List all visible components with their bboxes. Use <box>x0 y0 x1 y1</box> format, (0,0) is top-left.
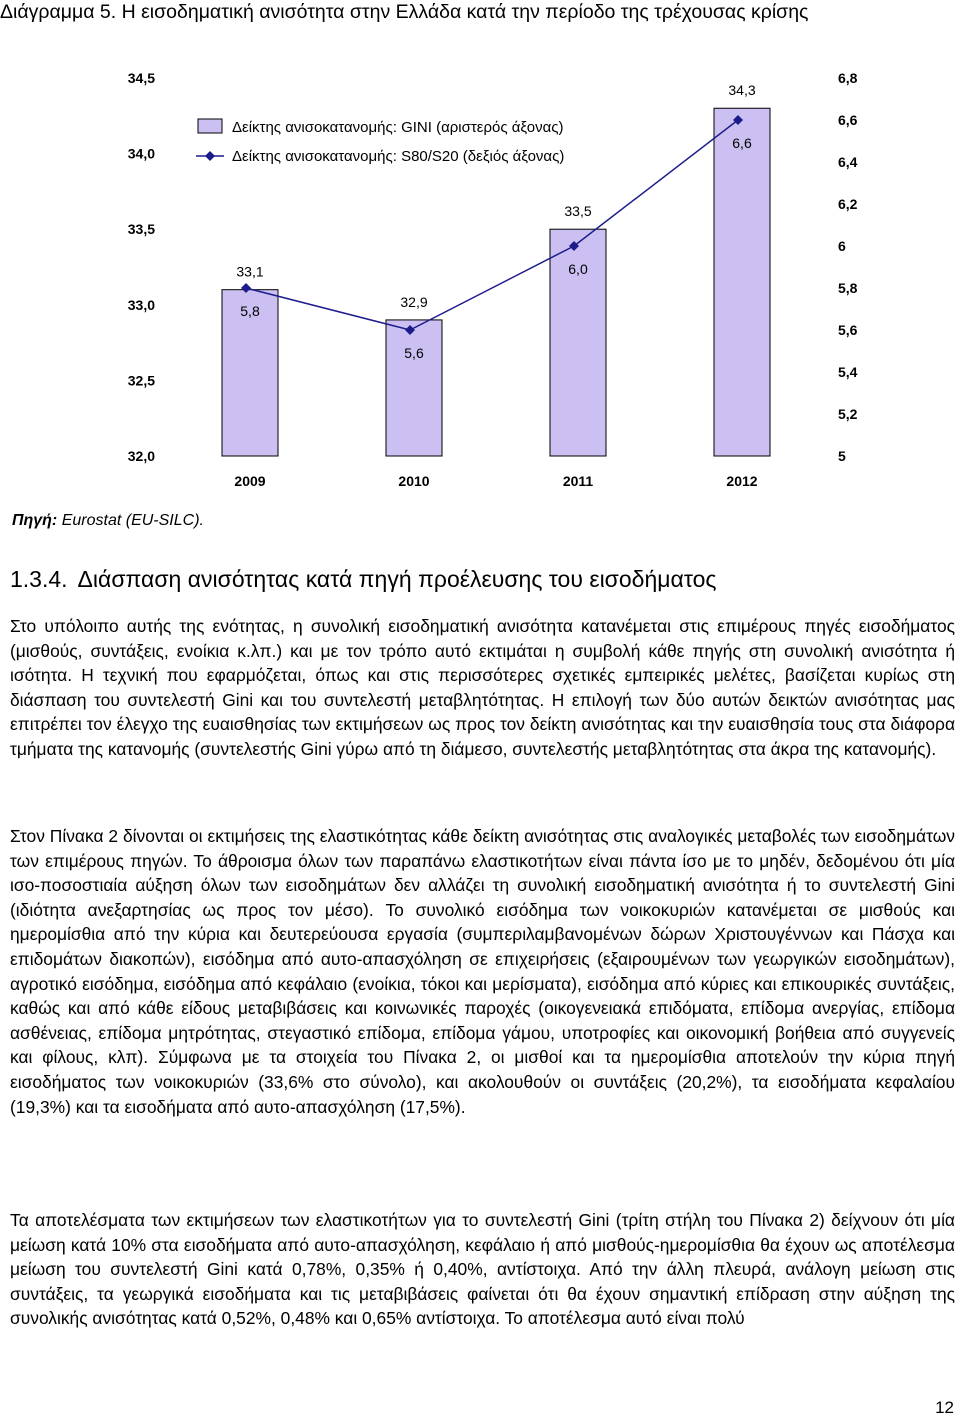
right-tick-label: 5,4 <box>838 364 858 380</box>
gini-value-label: 32,9 <box>400 293 428 310</box>
right-tick-label: 5,8 <box>838 280 858 296</box>
right-tick-label: 6,2 <box>838 196 858 212</box>
left-tick-label: 33,5 <box>127 221 155 238</box>
right-tick-label: 5,2 <box>838 406 858 422</box>
source-label: Πηγή: <box>12 512 58 529</box>
legend-swatch-gini <box>198 119 222 133</box>
legend-label-gini: Δείκτης ανισοκατανομής: GINI (αριστερός άξονας) <box>232 119 564 136</box>
x-tick-label: 2012 <box>726 473 758 489</box>
paragraph-3: Τα αποτελέσματα των εκτιμήσεων των ελαστικοτήτων για το συντελεστή Gini (τρίτη στήλη του Πίνακα 2) δείχνουν ότι μία μείωση κατά 10% στα εισοδήματα από αυτο-απασχόληση, κεφάλαιο ή από μισθούς-ημερομίσθια θα έχουν ως αποτέλεσμα μείωση του συντελεστή Gini κατά 0,78%, 0,35% ή 0,40%, αντίστοιχα. Από την άλλη πλευρά, ανάλογη μείωση στις συντάξεις, τα γεωργικά εισοδήματα και τις μεταβιβάσεις φαίνεται ότι θα έχουν σημαντική επίδραση στην αύξηση της συνολικής ανισότητας κατά 0,52%, 0,48% και 0,65% αντίστοιχα. Το αποτέλεσμα αυτό είναι πολύ <box>10 1210 955 1329</box>
right-tick-label: 5 <box>838 448 846 464</box>
x-tick-label: 2009 <box>234 473 266 489</box>
x-axis-ticks <box>234 473 757 489</box>
s80s20-value-label: 5,6 <box>404 345 424 361</box>
section-title: Διάσπαση ανισότητας κατά πηγή προέλευσης του εισοδήματος <box>77 566 717 592</box>
s80s20-value-label: 5,8 <box>240 303 260 319</box>
s80s20-value-label: 6,0 <box>568 261 588 277</box>
left-tick-label: 32,5 <box>127 372 155 389</box>
page-number: 12 <box>935 1398 954 1417</box>
left-tick-label: 33,0 <box>127 296 155 313</box>
paragraph-2: Στον Πίνακα 2 δίνονται οι εκτιμήσεις της ελαστικότητας κάθε δείκτη ανισότητας στις αναλογικές μεταβολές των εισοδημάτων των επιμέρους πηγών. Το άθροισμα όλων των παραπάνω ελαστικοτήτων είναι πάντα ίσο με το μηδέν, δεδομένου ότι μία ισο-ποσοστιαία αύξηση όλων των εισοδημάτων δεν αλλάζει τη συνολική εισοδηματική ανισότητα ή το συντελεστή Gini (ιδιότητα ανεξαρτησίας ως προς τον μέσο). Το συνολικό εισόδημα των νοικοκυριών κατανέμεται σε μισθούς και ημερομίσθια από την κύρια και δευτερεύουσα εργασία (συμπεριλαμβανομένων δώρων Χριστουγέννων και Πάσχα και επιδομάτων διακοπών), εισόδημα από αυτο-απασχόληση σε επιχειρήσεις (εξαιρουμένων των γεωργικών εισοδημάτων), αγροτικό εισόδημα, εισόδημα από κεφάλαιο (ενοίκια, τόκοι και μερίσματα), εισόδημα από κύριες και επικουρικές συντάξεις, καθώς και από κάθε είδους μεταβιβάσεις και κοινωνικές παροχές (οικογενειακά επιδόματα, επίδομα ανεργίας, επίδομα ασθένειας, επίδομα μητρότητας, στεγαστικό επίδομα, επίδομα γάμου, υποτροφίες και οικονομική βοήθεια από συγγενείς και φίλους, κλπ). Σύμφωνα με τα στοιχεία του Πίνακα 2, οι μισθοί και τα ημερομίσθια αποτελούν την κύρια πηγή εισοδήματος των νοικοκυριών (33,6% στο σύνολο), και ακολουθούν οι συντάξεις (20,2%), τα εισοδήματα κεφαλαίου (19,3%) και τα εισοδήματα από αυτο-απασχόληση (17,5%). <box>10 826 955 1117</box>
right-tick-label: 5,6 <box>838 322 858 338</box>
legend-marker-s80s20 <box>205 151 215 161</box>
left-tick-label: 34,0 <box>127 145 155 162</box>
right-tick-label: 6,6 <box>838 112 858 128</box>
right-tick-label: 6,4 <box>838 154 858 170</box>
income-inequality-chart <box>0 58 960 498</box>
x-tick-label: 2011 <box>562 473 594 489</box>
x-tick-label: 2010 <box>398 473 430 489</box>
gini-value-label: 33,5 <box>564 203 592 220</box>
right-tick-label: 6,8 <box>838 70 858 86</box>
chart-legend <box>196 119 564 165</box>
gini-bars <box>222 82 770 456</box>
s80s20-value-label: 6,6 <box>732 135 752 151</box>
left-axis-ticks <box>128 70 155 464</box>
section-heading <box>10 566 716 593</box>
source-text: Eurostat (EU-SILC). <box>57 512 204 529</box>
legend-label-s80s20: Δείκτης ανισοκατανομής: S80/S20 (δεξιός άξονας) <box>232 148 565 165</box>
left-tick-label: 34,5 <box>127 70 155 86</box>
figure-caption: Διάγραμμα 5. Η εισοδηματική ανισότητα στην Ελλάδα κατά την περίοδο της τρέχουσας κρίσης <box>0 1 809 23</box>
paragraph-1: Στο υπόλοιπο αυτής της ενότητας, η συνολική εισοδηματική ανισότητα κατανέμεται στις επιμέρους πηγές εισοδήματος (μισθούς, συντάξεις, ενοίκια κ.λπ.) και με τον τρόπο αυτό εκτιμάται η συμβολή κάθε πηγής στη συνολική ανισότητα ή ισότητα. Η τεχνική που εφαρμόζεται, όπως και στις περισσότερες σχετικές εμπειρικές μελέτες, βασίζεται κυρίως στη διάσπαση του συντελεστή Gini και του συντελεστή μεταβλητότητας. Η επιλογή των δύο αυτών δεικτών ανισότητας μας επιτρέπει τον έλεγχο της ευαισθησίας των εκτιμήσεων ως προς τον δείκτη ανισότητας και την ευαισθησία τους στα διάφορα τμήματα της κατανομής (συντελεστής Gini γύρω από τη διάμεσο, συντελεστής μεταβλητότητας στα άκρα της κατανομής). <box>10 616 955 759</box>
gini-value-label: 33,1 <box>236 263 264 280</box>
chart-source <box>12 512 204 530</box>
gini-value-label: 34,3 <box>728 82 756 99</box>
gini-bar <box>386 320 442 456</box>
section-number: 1.3.4. <box>10 566 68 592</box>
right-tick-label: 6 <box>838 238 846 254</box>
right-axis-ticks <box>838 70 858 464</box>
gini-bar <box>714 108 770 456</box>
left-tick-label: 32,0 <box>127 448 155 464</box>
